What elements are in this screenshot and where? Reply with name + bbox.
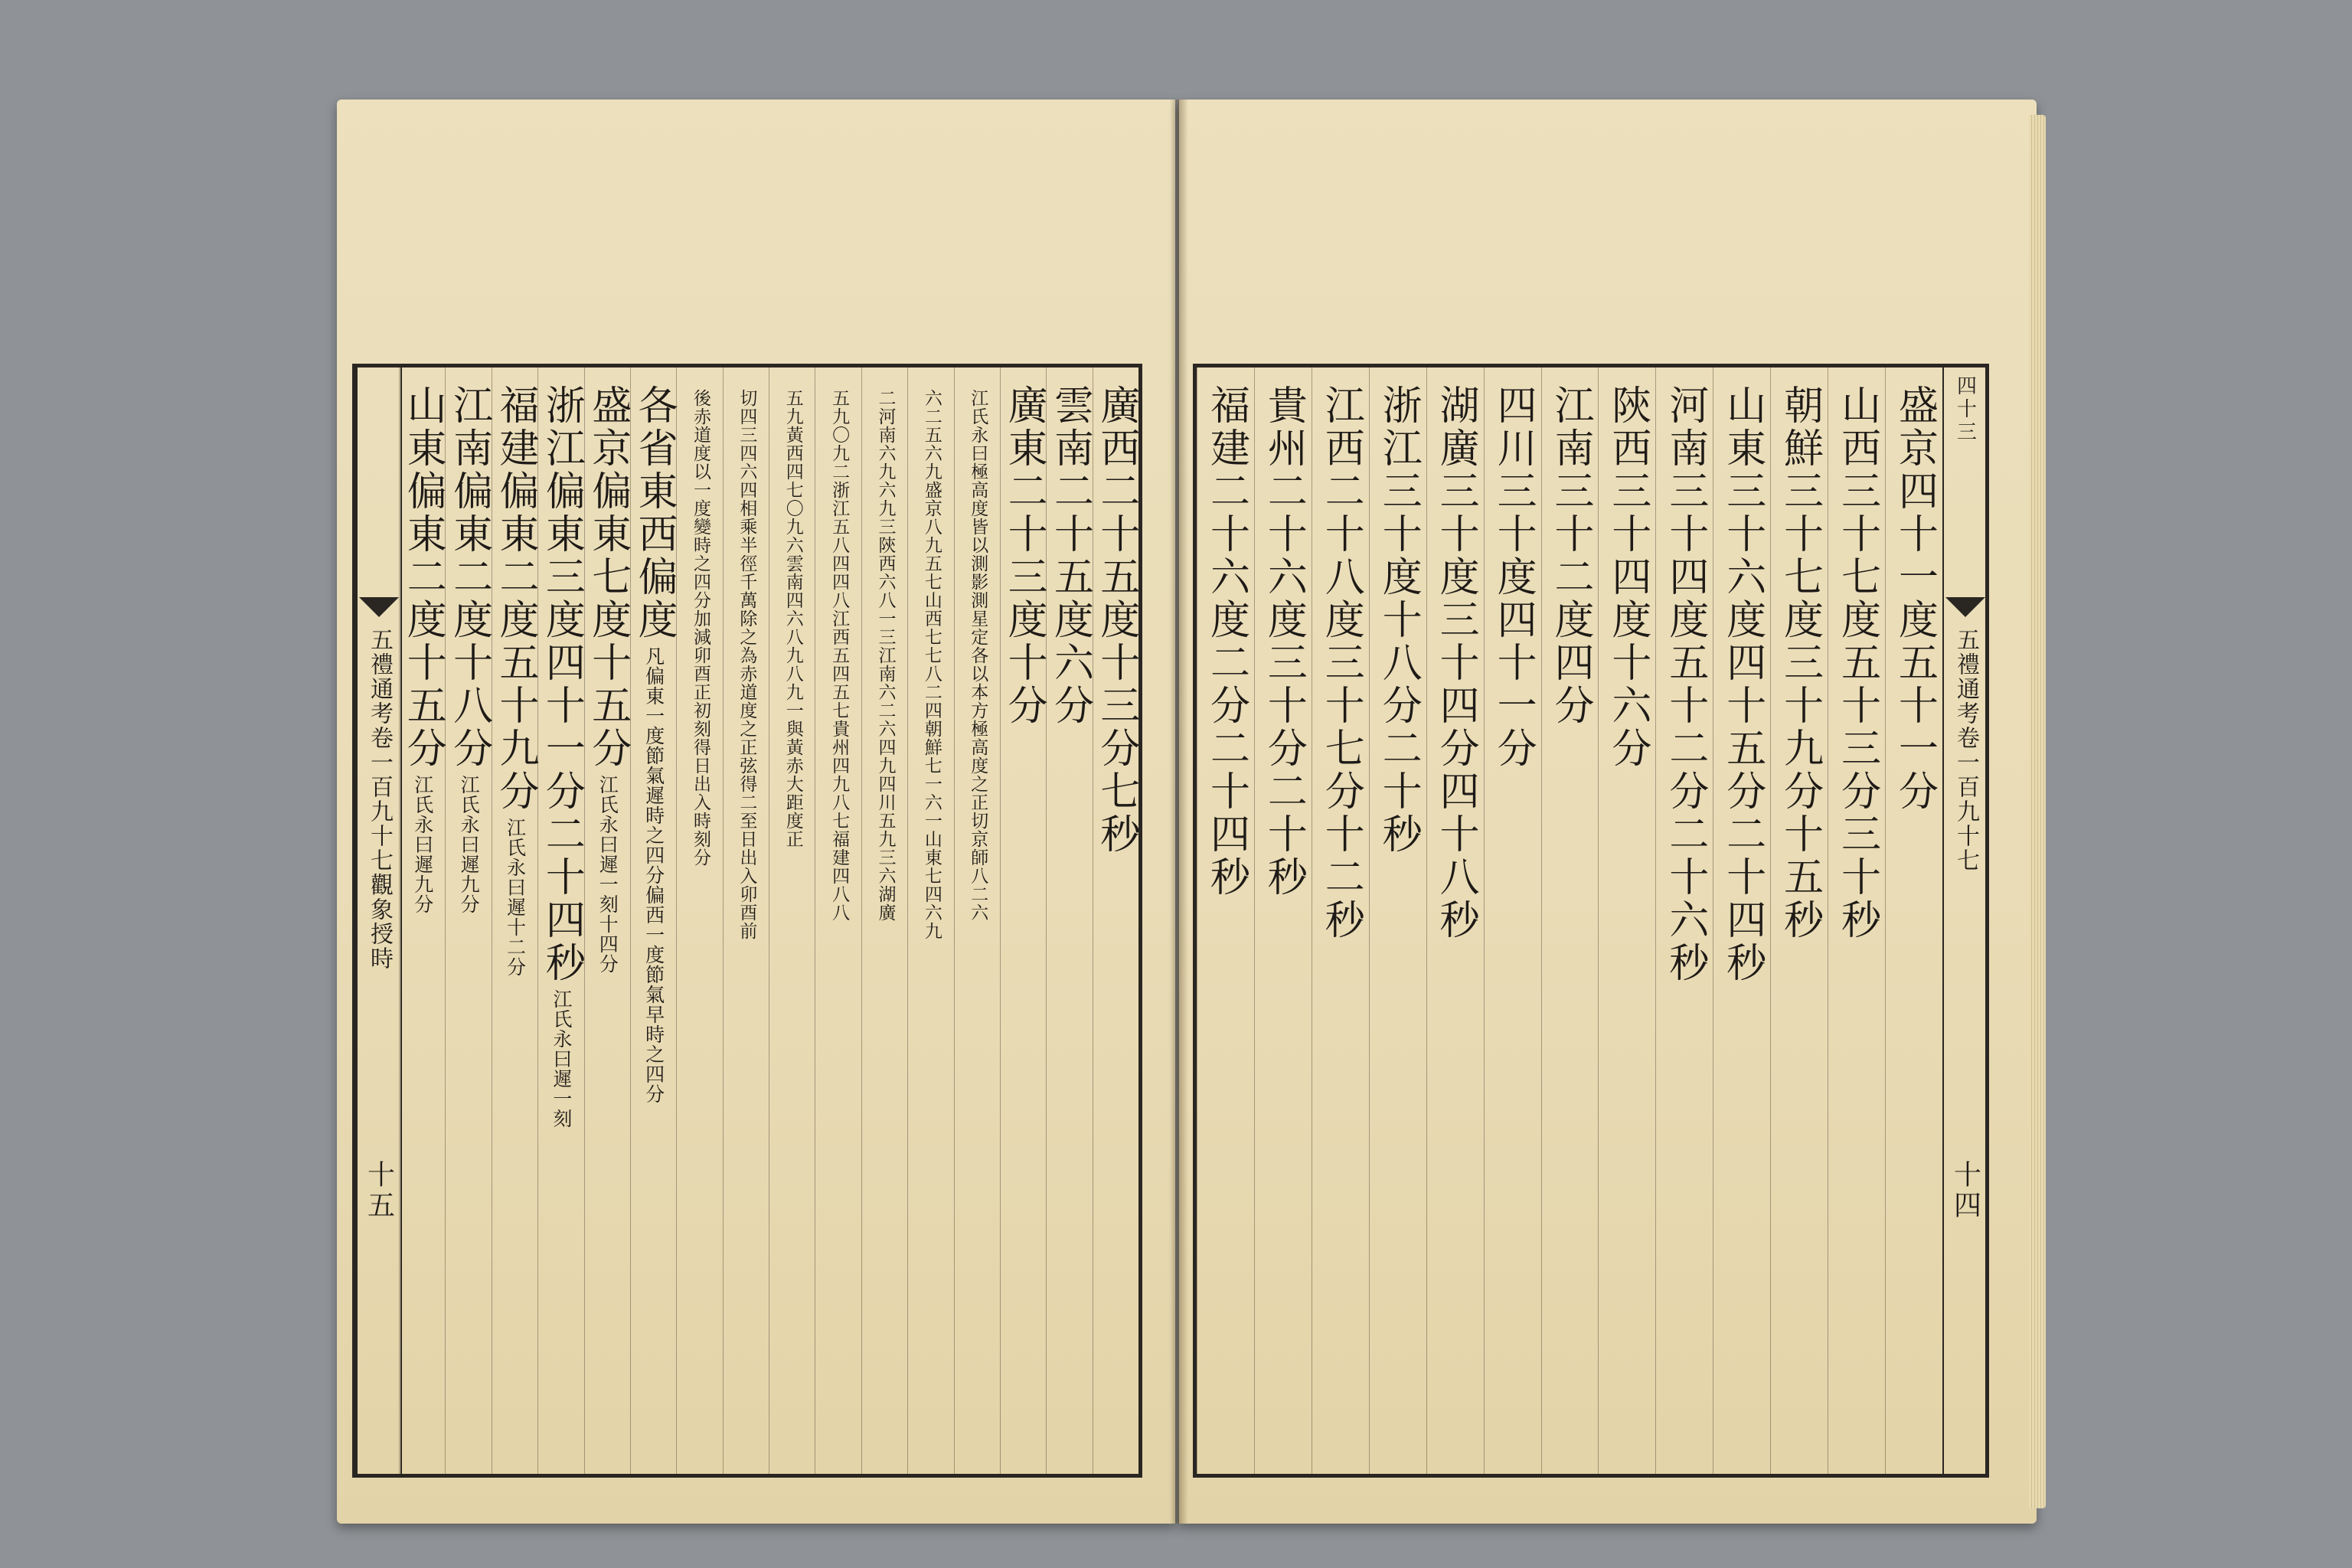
left-text-frame xyxy=(352,364,1142,1478)
column-main-text: 江西二十八度三十七分十二秒 xyxy=(1318,384,1364,942)
column-annotation: 江氏永曰遲一刻 xyxy=(550,989,573,1129)
text-column xyxy=(1254,368,1312,1474)
text-column xyxy=(399,368,446,1474)
commentary-column-text: 五九黃西四七〇九六雲南四六八九八九一與黃赤大距度正 xyxy=(782,389,803,848)
column-main-text: 貴州二十六度三十分二十秒 xyxy=(1260,384,1307,899)
commentary-column-text: 六二五六九盛京八九五七山西七七八二四朝鮮七一六一山東七四六九 xyxy=(921,389,942,940)
text-column xyxy=(815,368,861,1474)
folio-number: 十四 xyxy=(1949,1160,1981,1221)
column-main-text: 山東三十六度四十五分二十四秒 xyxy=(1719,384,1766,985)
left_page-center-strip xyxy=(356,368,402,1474)
column-main-text: 浙江偏東三度四十一分二十四秒 xyxy=(538,384,585,985)
fishtail-marker xyxy=(359,597,399,617)
text-column xyxy=(907,368,954,1474)
fishtail-marker xyxy=(1945,597,1985,617)
text-column xyxy=(584,368,631,1474)
column-main-text: 山東偏東二度十五分 xyxy=(400,384,446,770)
column-main-text: 浙江三十度十八分二十秒 xyxy=(1375,384,1422,856)
commentary-column-text: 五九〇九二浙江五八四四八江西五四五七貴州四九八七福建四八八 xyxy=(829,389,850,922)
column-main-text: 福建二十六度二分二十四秒 xyxy=(1203,384,1250,899)
text-column xyxy=(1713,368,1771,1474)
strip-book-title: 五禮通考卷一百九十七 xyxy=(1952,628,1979,873)
column-main-text: 河南三十四度五十二分二十六秒 xyxy=(1661,384,1708,985)
right-text-frame xyxy=(1193,364,1989,1478)
text-column xyxy=(1770,368,1828,1474)
column-main-text: 江南偏東二度十八分 xyxy=(446,384,492,770)
text-column xyxy=(1828,368,1886,1474)
column-main-text: 廣西二十五度十三分七秒 xyxy=(1093,384,1139,856)
text-column xyxy=(1885,368,1943,1474)
column-annotation: 江氏永曰遲一刻十四分 xyxy=(596,775,619,974)
text-column xyxy=(861,368,908,1474)
column-main-text: 四川三十度四十一分 xyxy=(1490,384,1537,770)
page-edges xyxy=(2029,115,2046,1508)
folio-number: 十五 xyxy=(363,1160,395,1221)
text-column xyxy=(1655,368,1713,1474)
text-column xyxy=(769,368,815,1474)
left-page xyxy=(337,100,1175,1524)
column-annotation: 江氏永曰遲九分 xyxy=(411,775,434,914)
text-column xyxy=(1598,368,1656,1474)
column-annotation: 凡偏東一度節氣遲時之四分偏西一度節氣早時之四分 xyxy=(642,646,665,1104)
text-column xyxy=(676,368,723,1474)
text-column xyxy=(1369,368,1427,1474)
text-column xyxy=(1484,368,1542,1474)
column-main-text: 山西三十七度五十三分三十秒 xyxy=(1834,384,1880,942)
column-main-text: 福建偏東二度五十九分 xyxy=(492,384,538,813)
column-main-text: 陝西三十四度十六分 xyxy=(1604,384,1651,770)
text-column xyxy=(1000,368,1047,1474)
column-main-text: 江南三十二度四分 xyxy=(1547,384,1593,727)
text-column xyxy=(954,368,1001,1474)
book-gutter xyxy=(1170,100,1188,1524)
text-column xyxy=(1541,368,1599,1474)
text-column xyxy=(1426,368,1485,1474)
text-column xyxy=(537,368,584,1474)
column-main-text: 雲南二十五度六分 xyxy=(1047,384,1093,727)
commentary-column-text: 切四三四六四相乘半徑千萬除之為赤道度之正弦得二至日出入卯酉前 xyxy=(737,389,757,940)
commentary-column-text: 江氏永曰極高度皆以測影測星定各以本方極高度之正切京師八二六 xyxy=(968,389,988,922)
column-main-text: 盛京四十一度五十一分 xyxy=(1891,384,1938,813)
column-main-text: 盛京偏東七度十五分 xyxy=(584,384,631,770)
strip-book-title: 五禮通考卷一百九十七觀象授時 xyxy=(366,628,393,971)
text-column xyxy=(1046,368,1093,1474)
text-column xyxy=(630,368,677,1474)
commentary-column-text: 後赤道度以一度變時之四分加減卯酉正初刻得日出入時刻分 xyxy=(690,389,710,867)
strip-head-number: 四十三 xyxy=(1953,375,1977,444)
text-column xyxy=(1312,368,1370,1474)
text-column xyxy=(1093,368,1139,1474)
column-annotation: 江氏永曰遲九分 xyxy=(458,775,481,914)
column-main-text: 湖廣三十度三十四分四十八秒 xyxy=(1432,384,1479,942)
column-main-text: 廣東二十三度十分 xyxy=(1001,384,1047,727)
open-book xyxy=(337,100,2037,1524)
column-annotation: 江氏永曰遲十二分 xyxy=(504,818,527,977)
column-main-text: 各省東西偏度 xyxy=(631,384,678,642)
text-column xyxy=(445,368,492,1474)
column-main-text: 朝鮮三十七度三十九分十五秒 xyxy=(1776,384,1823,942)
text-column xyxy=(492,368,538,1474)
commentary-column-text: 二河南六九六九三陝西六八一三江南六二六四九四川五九三六湖廣 xyxy=(875,389,896,922)
text-column xyxy=(723,368,769,1474)
right_page-center-strip xyxy=(1942,368,1988,1474)
text-column xyxy=(1197,368,1255,1474)
